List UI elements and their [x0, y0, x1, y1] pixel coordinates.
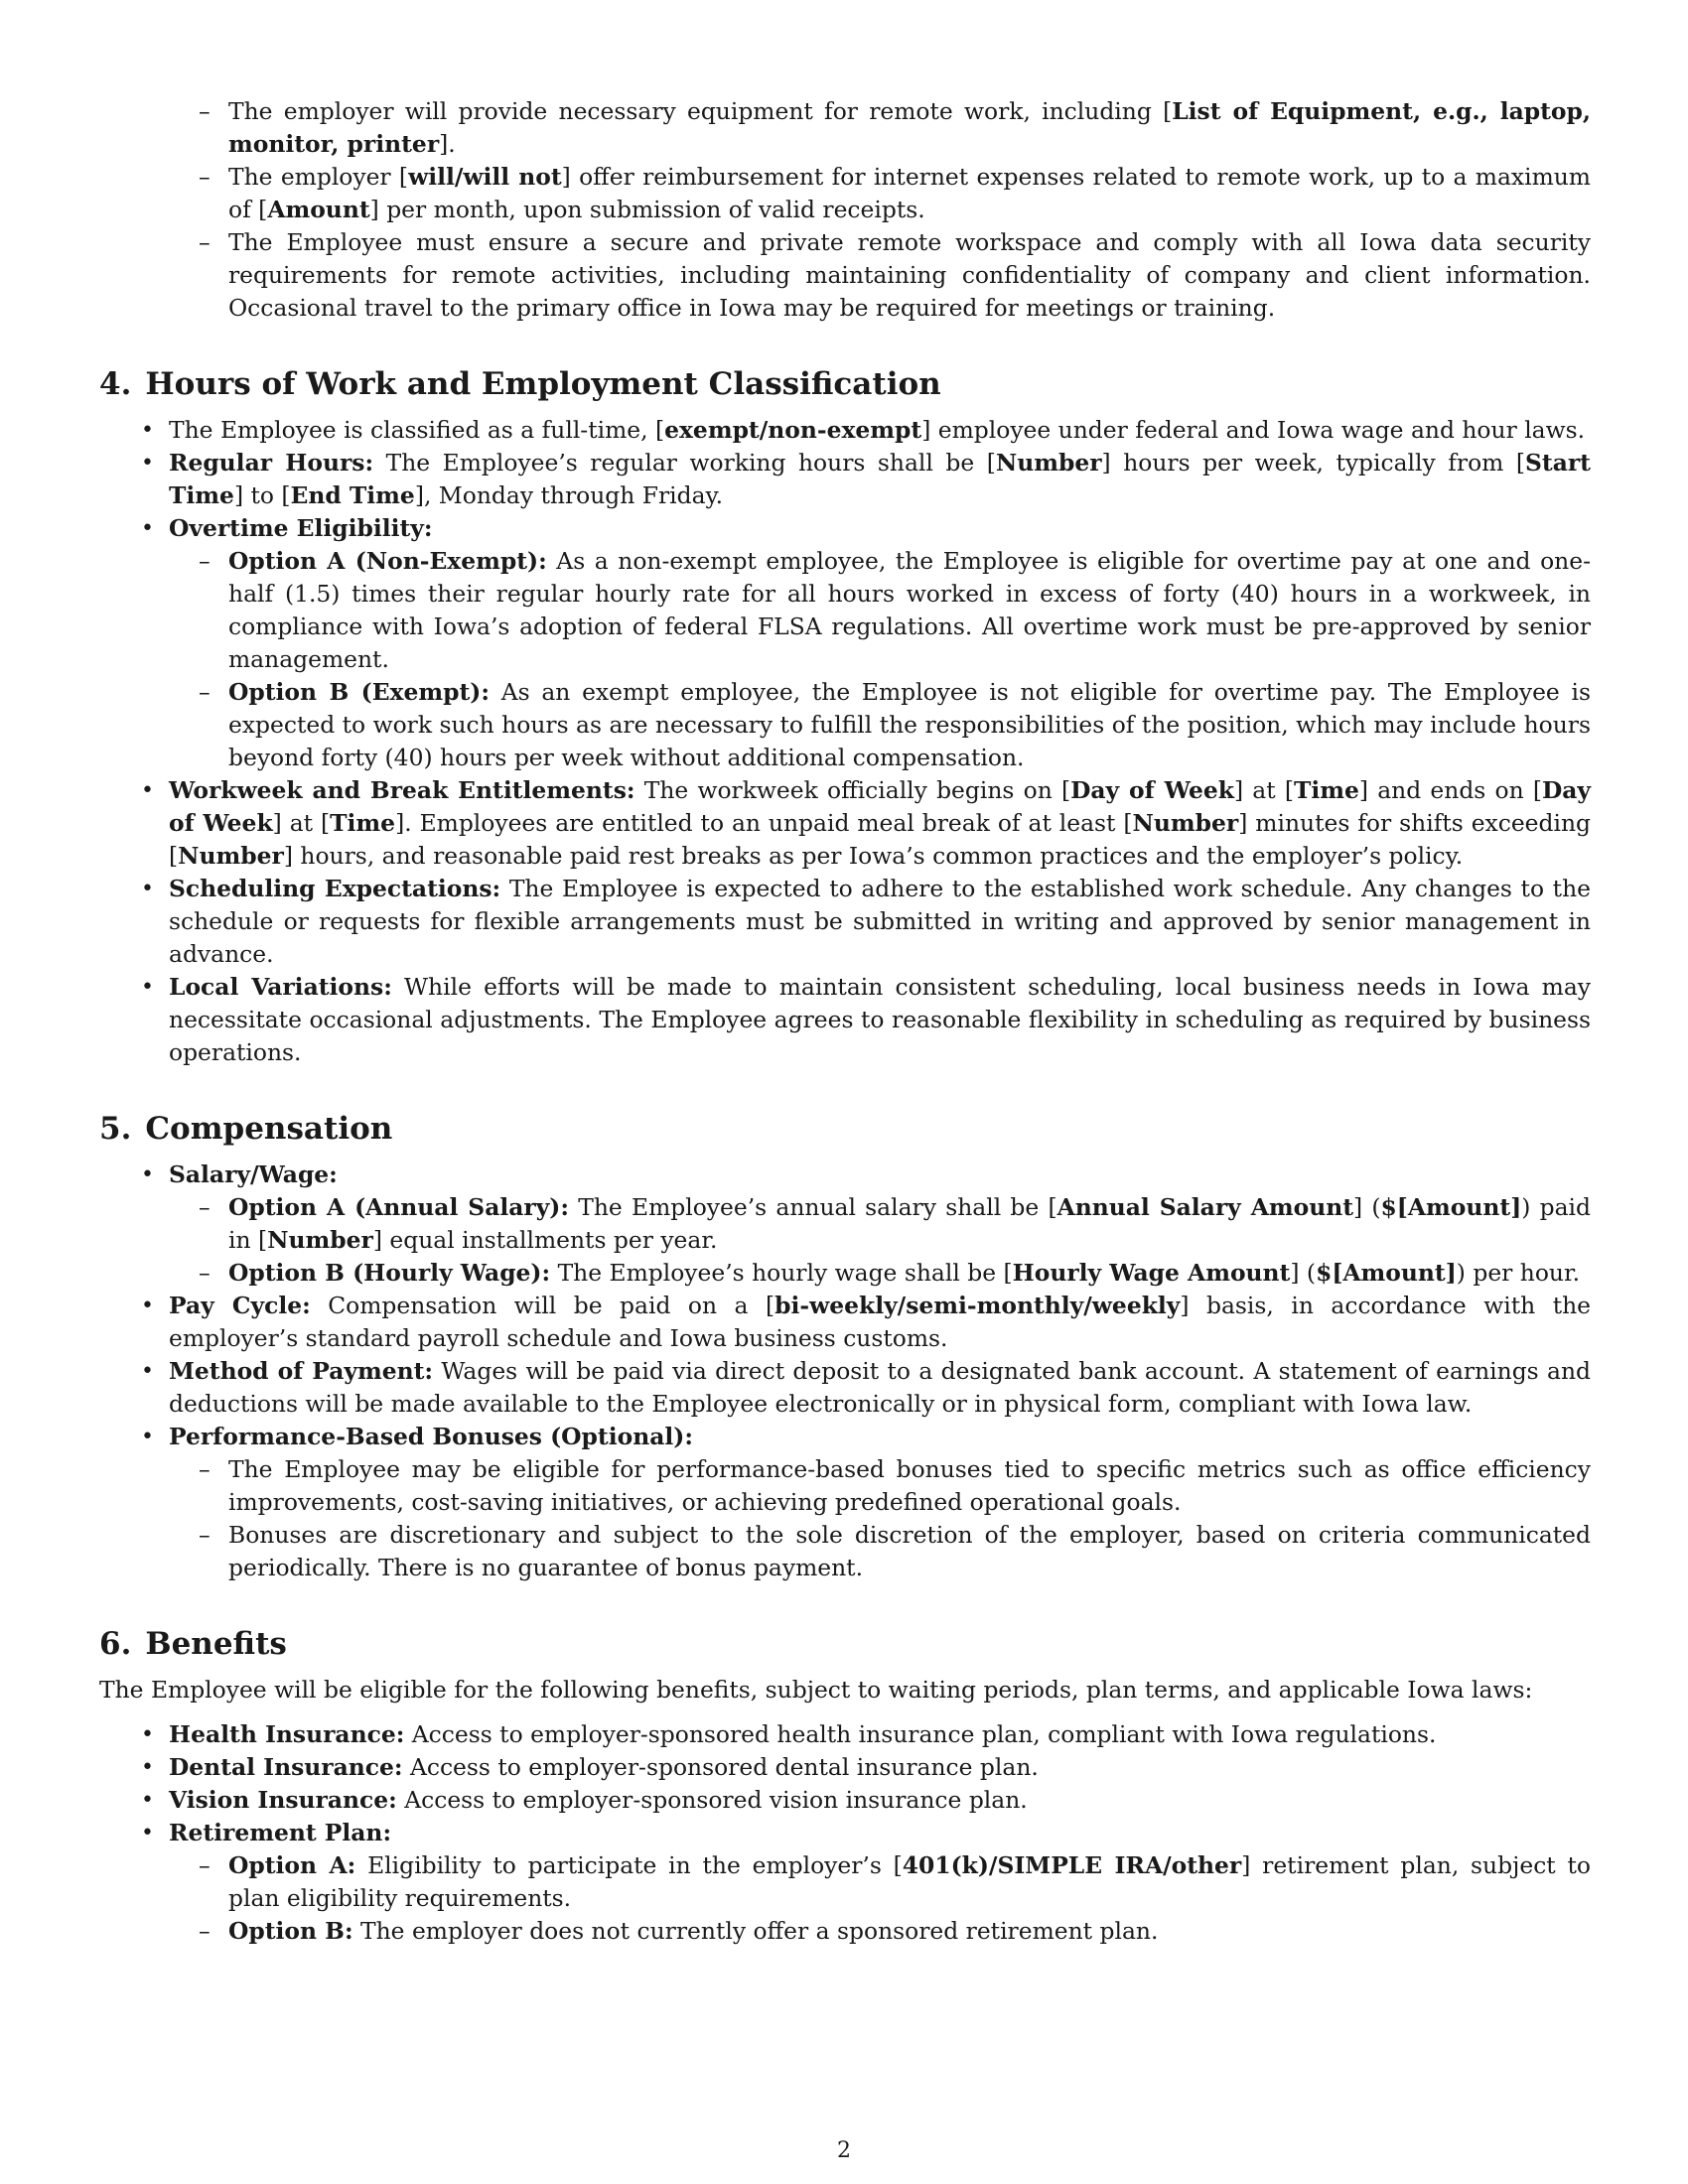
list-item: – The Employee may be eligible for performance-based bonuses tied to specific metrics such as office efficiency improvements, cost-saving initiatives, or achieving predefined operational goals.: [228, 1453, 1591, 1519]
list-item: • Regular Hours: The Employee’s regular working hours shall be [Number] hours per week, typically from [Start Time] to [End Time], Monday through Friday.: [169, 447, 1591, 512]
list-item: – Option B (Exempt): As an exempt employee, the Employee is not eligible for overtime pay. The Employee is expected to work such hours as are necessary to fulfill the responsibilities of the position, which may include hours beyond forty (40) hours per week without additional compensation.: [228, 676, 1591, 774]
list-item: • Pay Cycle: Compensation will be paid on a [bi-weekly/semi-monthly/weekly] basis, in accordance with the employer’s standard payroll schedule and Iowa business customs.: [169, 1290, 1591, 1355]
list-item: – Bonuses are discretionary and subject to the sole discretion of the employer, based on criteria communicated periodically. There is no guarantee of bonus payment.: [228, 1519, 1591, 1584]
hours-list: [99, 414, 1591, 1069]
list-item: • Performance-Based Bonuses (Optional): – The Employee may be eligible for performance-based bonuses tied to specific metrics such as office efficiency improvements, cost-saving initiatives, or achieving predefined operational goals. – Bonuses are discretionary and subject to the sole discretion of the employer, based on criteria communicated periodically. There is no guarantee of bonus payment.: [169, 1421, 1591, 1584]
compensation-list: [99, 1159, 1591, 1584]
benefits-list: [99, 1718, 1591, 1948]
list-item: – The Employee must ensure a secure and private remote workspace and comply with all Iowa data security requirements for remote activities, including maintaining confidentiality of company and client information. Occasional travel to the primary office in Iowa may be required for meetings or training.: [228, 226, 1591, 325]
list-item: • Health Insurance: Access to employer-sponsored health insurance plan, compliant with Iowa regulations.: [169, 1718, 1591, 1751]
list-item: – Option A: Eligibility to participate in the employer’s [401(k)/SIMPLE IRA/other] retirement plan, subject to plan eligibility requirements.: [228, 1849, 1591, 1915]
list-item: – The employer [will/will not] offer reimbursement for internet expenses related to remote work, up to a maximum of [Amount] per month, upon submission of valid receipts.: [228, 161, 1591, 226]
retirement-options: [169, 1849, 1591, 1948]
page-number: 2: [837, 2138, 851, 2163]
list-item: – Option A (Annual Salary): The Employee’s annual salary shall be [Annual Salary Amount] ($[Amount]) paid in [Number] equal installments per year.: [228, 1191, 1591, 1257]
list-item: – Option B: The employer does not currently offer a sponsored retirement plan.: [228, 1915, 1591, 1948]
section-benefits: [99, 1624, 1591, 1948]
list-item: • Vision Insurance: Access to employer-sponsored vision insurance plan.: [169, 1784, 1591, 1817]
list-item: • Method of Payment: Wages will be paid via direct deposit to a designated bank account. A statement of earnings and deductions will be made available to the Employee electronically or in physical form, compliant with Iowa law.: [169, 1355, 1591, 1421]
section-heading: 6. Benefits: [99, 1626, 287, 1662]
list-item: • The Employee is classified as a full-time, [exempt/non-exempt] employee under federal and Iowa wage and hour laws.: [169, 414, 1591, 447]
list-item: – Option A (Non-Exempt): As a non-exempt employee, the Employee is eligible for overtime pay at one and one-half (1.5) times their regular hourly rate for all hours worked in excess of forty (40) hours in a workweek, in compliance with Iowa’s adoption of federal FLSA regulations. All overtime work must be pre-approved by senior management.: [228, 545, 1591, 676]
bonus-details: [169, 1453, 1591, 1584]
section-heading: 4. Hours of Work and Employment Classification: [99, 366, 941, 402]
list-item: – Option B (Hourly Wage): The Employee’s hourly wage shall be [Hourly Wage Amount] ($[Amount]) per hour.: [228, 1257, 1591, 1290]
list-item: • Retirement Plan: – Option A: Eligibility to participate in the employer’s [401(k)/SIMPLE IRA/other] retirement plan, subject to plan eligibility requirements. – Option B: The employer does not currently offer a sponsored retirement plan.: [169, 1817, 1591, 1948]
list-item: • Overtime Eligibility: – Option A (Non-Exempt): As a non-exempt employee, the Employee is eligible for overtime pay at one and one-half (1.5) times their regular hourly rate for all hours worked in excess of forty (40) hours in a workweek, in compliance with Iowa’s adoption of federal FLSA regulations. All overtime work must be pre-approved by senior management. – Option B (Exempt): As an exempt employee, the Employee is not eligible for overtime pay. The Employee is expected to work such hours as are necessary to fulfill the responsibilities of the position, which may include hours beyond forty (40) hours per week without additional compensation.: [169, 512, 1591, 774]
section-heading: 5. Compensation: [99, 1111, 393, 1147]
list-item: • Dental Insurance: Access to employer-sponsored dental insurance plan.: [169, 1751, 1591, 1784]
list-item: • Workweek and Break Entitlements: The workweek officially begins on [Day of Week] at [Time] and ends on [Day of Week] at [Time]. Employees are entitled to an unpaid meal break of at least [Number] minutes for shifts exceeding [Number] hours, and reasonable paid rest breaks as per Iowa’s common practices and the employer’s policy.: [169, 774, 1591, 873]
list-item: • Scheduling Expectations: The Employee is expected to adhere to the established work schedule. Any changes to the schedule or requests for flexible arrangements must be submitted in writing and approved by senior management in advance.: [169, 873, 1591, 971]
list-item: • Local Variations: While efforts will be made to maintain consistent scheduling, local business needs in Iowa may necessitate occasional adjustments. The Employee agrees to reasonable flexibility in scheduling as required by business operations.: [169, 971, 1591, 1069]
section-compensation: [99, 1109, 1591, 1584]
list-item: – The employer will provide necessary equipment for remote work, including [List of Equipment, e.g., laptop, monitor, printer].: [228, 95, 1591, 161]
section-hours: [99, 364, 1591, 1069]
remote-work-list: [99, 95, 1591, 325]
salary-options: [169, 1191, 1591, 1290]
benefits-intro: The Employee will be eligible for the following benefits, subject to waiting periods, plan terms, and applicable Iowa laws:: [99, 1676, 1533, 1704]
document-page: [99, 95, 1591, 1948]
overtime-options: [169, 545, 1591, 774]
list-item: • Salary/Wage: – Option A (Annual Salary): The Employee’s annual salary shall be [Annual Salary Amount] ($[Amount]) paid in [Number] equal installments per year. – Option B (Hourly Wage): The Employee’s hourly wage shall be [Hourly Wage Amount] ($[Amount]) per hour.: [169, 1159, 1591, 1290]
